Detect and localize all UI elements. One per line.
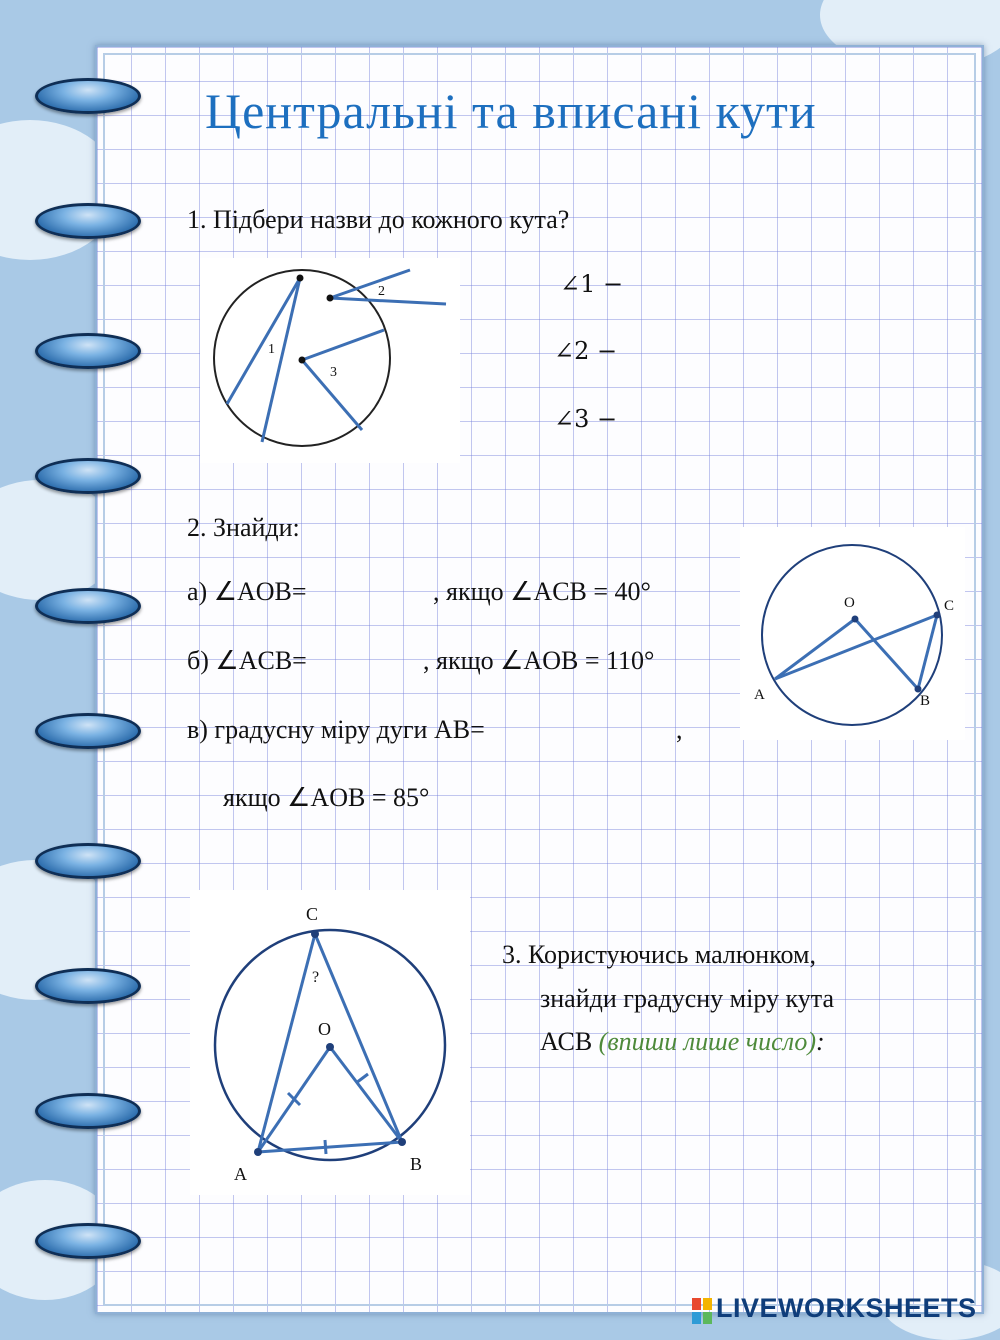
task2-c-comma: , — [676, 715, 683, 744]
task2-heading: 2. Знайди: — [187, 513, 300, 542]
angle-3-answer-line: ∠3 − — [554, 405, 618, 433]
angle-2-answer-line: ∠2 − — [554, 337, 618, 365]
task3-hint: (впиши лише число) — [598, 1027, 817, 1056]
binder-ring — [35, 713, 141, 749]
point-a-label: A — [754, 687, 765, 703]
task3-line3 — [540, 1027, 825, 1057]
angle-label-2: 2 — [378, 284, 385, 299]
task2-figure — [740, 527, 965, 740]
point-c-label: C — [306, 904, 319, 924]
point-c-label: C — [944, 598, 955, 614]
task2-a-condition: , якщо ∠ACB = 40° — [433, 577, 651, 606]
task2-c-label: в) градусну міру дуги АВ= — [187, 715, 485, 744]
binder-ring — [35, 588, 141, 624]
task2-a-label: а) ∠AOB= — [187, 577, 307, 606]
unknown-angle-label: ? — [312, 969, 320, 986]
task1-figure — [200, 258, 460, 463]
task3-figure — [190, 890, 470, 1195]
point-a-label: A — [234, 1164, 247, 1184]
binder-ring — [35, 203, 141, 239]
task3-line3-prefix: АСВ — [540, 1027, 599, 1056]
page-title: Центральні та вписані кути — [205, 83, 817, 139]
point-b-label: B — [410, 1154, 423, 1174]
binder-ring — [35, 1223, 141, 1259]
binder-ring — [35, 333, 141, 369]
binder-ring — [35, 78, 141, 114]
binder-ring — [35, 843, 141, 879]
angle-1-answer-line: ∠1 − — [560, 270, 624, 298]
angle-label-3: 3 — [330, 365, 337, 380]
point-o-label: O — [844, 595, 855, 611]
liveworksheets-logo-icon — [692, 1298, 714, 1324]
task3-line1: 3. Користуючись малюнком, — [502, 940, 816, 969]
binder-ring — [35, 1093, 141, 1129]
binder-ring — [35, 968, 141, 1004]
circle-angles-diagram — [200, 258, 460, 463]
isosceles-triangle-diagram — [190, 890, 470, 1195]
task2-b-condition: , якщо ∠AOB = 110° — [423, 646, 655, 675]
angle-label-1: 1 — [268, 342, 275, 357]
point-o-label: O — [318, 1019, 331, 1039]
task2-b-label: б) ∠ACB= — [187, 646, 307, 675]
circle-aob-diagram — [740, 527, 965, 740]
task1-question: 1. Підбери назви до кожного кута? — [187, 205, 570, 234]
point-b-label: B — [920, 693, 931, 709]
task2-c-condition: якщо ∠AOB = 85° — [223, 783, 430, 812]
task3-line2: знайди градусну міру кута — [540, 984, 834, 1013]
task3-line3-suffix: : — [816, 1027, 825, 1056]
brand-text: LIVEWORKSHEETS — [716, 1293, 977, 1323]
binder-ring — [35, 458, 141, 494]
